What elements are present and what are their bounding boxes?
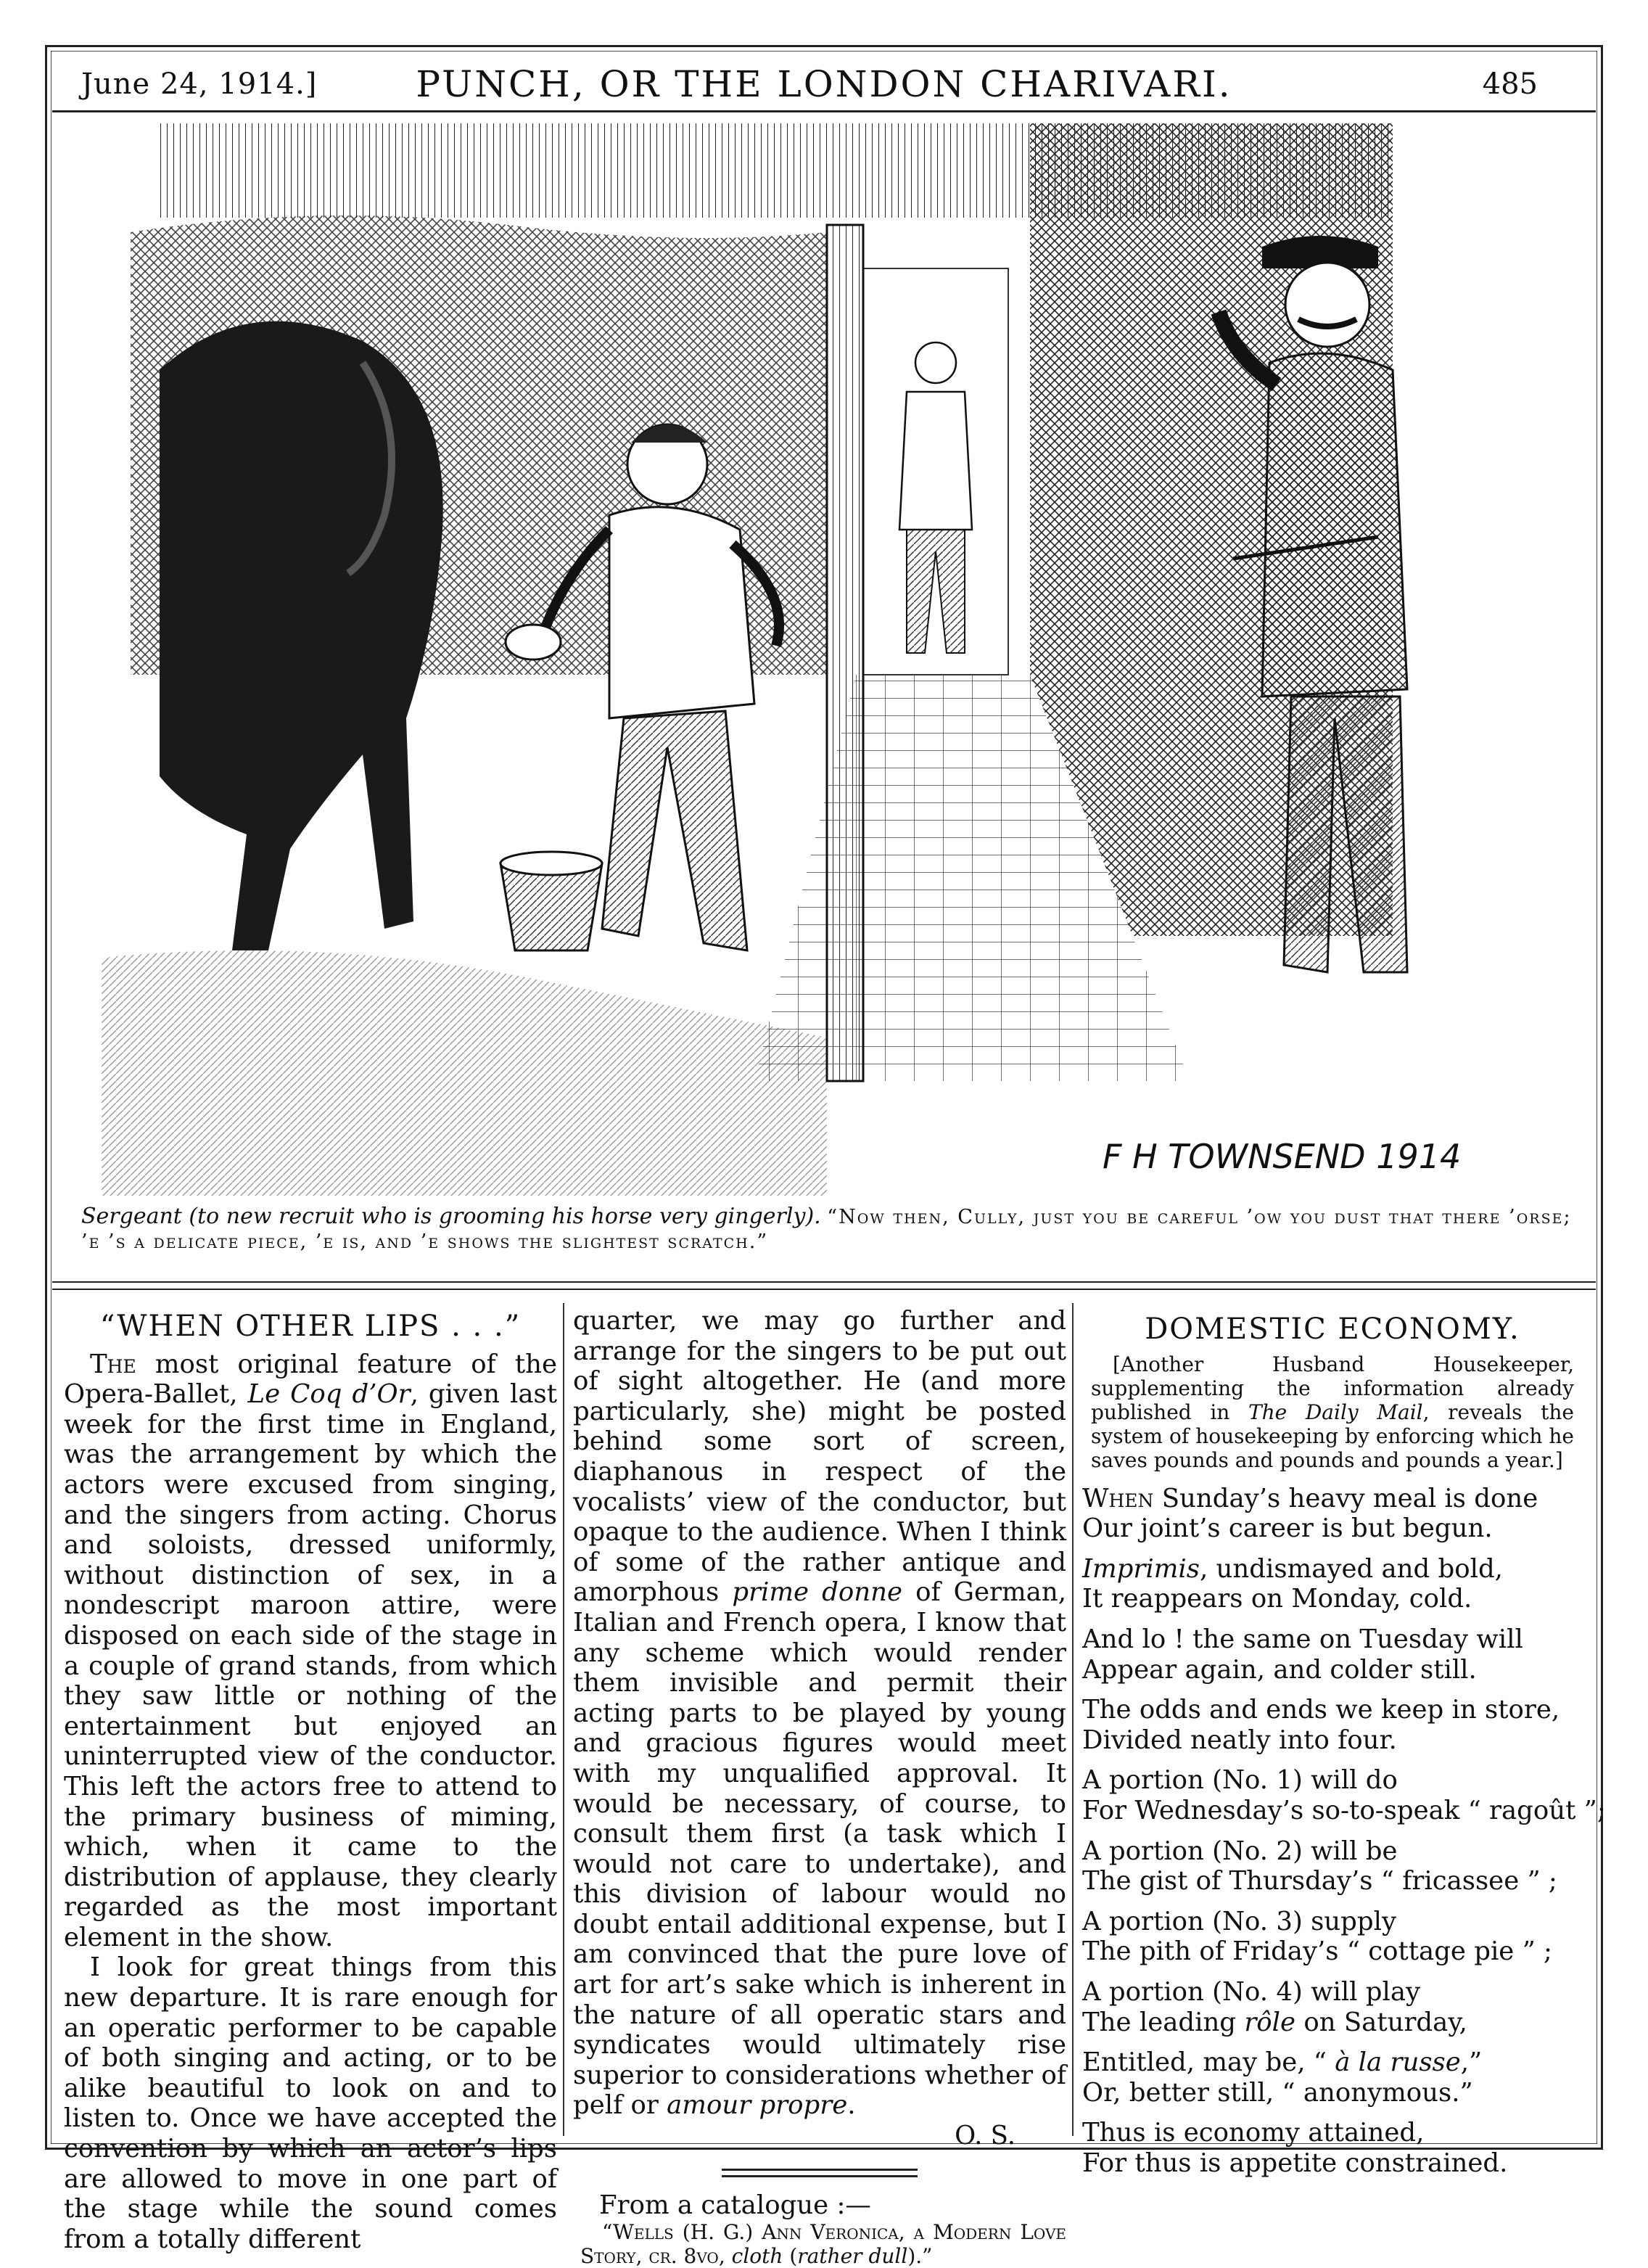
- poem-stanza-3: And lo ! the same on Tuesday will Appear again, and colder still.: [1082, 1624, 1523, 1685]
- caption-speech: “Now then, Cully, just you be careful ’ow you dust that there ’orse; ’e ’s a delicate piece, ’e is, and ’e shows the slightest scratch.”: [81, 1206, 1572, 1253]
- article1-signature-row: [573, 2121, 1066, 2151]
- poem-stanza-6: A portion (No. 2) will be The gist of Thursday’s “ fricassee ” ;: [1082, 1836, 1557, 1897]
- header-rule: [52, 110, 1596, 112]
- poem-stanza-10: Thus is economy attained, For thus is appetite constrained.: [1082, 2118, 1508, 2178]
- caption-rule-top: [52, 1281, 1596, 1283]
- poem-stanza-8: A portion (No. 4) will play The leading rôle on Saturday,: [1082, 1976, 1467, 2037]
- column-divider-2: [1072, 1303, 1074, 2136]
- catalogue-intro: From a catalogue :—: [599, 2190, 871, 2220]
- caption-speaker: Sergeant (to new recruit who is grooming his horse very gingerly).: [81, 1204, 821, 1229]
- article1-paragraph-2-continued: quarter, we may go further and arrange for the singers to be put out of sight altogether. He (and more particularly, she) might be posted behind some sort of screen, diaphanous in respect of the vocalists’ view of the conductor, but opaque to the audience. When I think of some of the rather antique and amorphous prime donne of German, Italian and French opera, I know that any scheme which would render them invisible and permit their acting parts to be played by young and gracious figures would meet with my unqualified approval. It would be necessary, of course, to consult them first (a task which I would not care to undertake), and this division of labour would no doubt entail additional expense, but I am convinced that the pure love of art for art’s sake which is inherent in the nature of all operatic stars and syndicates would ultimately rise superior to considerations whether of pelf or amour propre.: [573, 1306, 1066, 2121]
- poem-stanza-4: The odds and ends we keep in store, Divided neatly into four.: [1082, 1695, 1560, 1755]
- catalogue-entry: “Wells (H. G.) Ann Veronica, a Modern Love Story, cr. 8vo, cloth (rather dull).”: [580, 2220, 1066, 2268]
- stall-post: [827, 225, 863, 1081]
- straw-floor: [102, 950, 827, 1196]
- column-3: [1082, 1306, 1606, 2188]
- poem-stanza-7: A portion (No. 3) supply The pith of Friday’s “ cottage pie ” ;: [1082, 1906, 1552, 1967]
- article-title-when-other-lips: “WHEN OTHER LIPS . . .”: [99, 1310, 522, 1343]
- poem-editorial-note: [Another Husband Housekeeper, supplementing the information already published in The Daily Mail, reveals the system of housekeeping by enforcing which he saves pounds and pounds and pounds a year.]: [1091, 1352, 1574, 1472]
- horse-hindquarters: [160, 321, 443, 950]
- column-1: [64, 1306, 557, 2254]
- page-number: 485: [1482, 67, 1538, 101]
- artist-signature: F H TOWNSEND 1914: [1103, 1137, 1462, 1176]
- poem-stanza-1: When Sunday’s heavy meal is done Our joint’s career is but begun.: [1082, 1483, 1538, 1544]
- article1-paragraph-2: I look for great things from this new departure. It is rare enough for an operatic performer to be capable of both singing and acting, or to be alike beautiful to look on and to listen to. Once we have accepted the convention by which an actor’s lips are allowed to move in one part of the stage while the sound comes from a totally different: [64, 1952, 557, 2254]
- column-divider-1: [563, 1303, 564, 2136]
- masthead-title: PUNCH, OR THE LONDON CHARIVARI.: [416, 63, 1232, 105]
- issue-date: June 24, 1914.]: [81, 67, 318, 101]
- poem-stanza-2: Imprimis, undismayed and bold, It reappears on Monday, cold.: [1082, 1553, 1503, 1614]
- cartoon-caption: [81, 1204, 1575, 1254]
- poem-stanza-5: A portion (No. 1) will do For Wednesday’s so-to-speak “ ragoût ”;: [1082, 1765, 1606, 1825]
- section-divider: [722, 2169, 918, 2177]
- poem-stanza-9: Entitled, may be, “ à la russe,” Or, better still, “ anonymous.”: [1082, 2047, 1483, 2108]
- cartoon-illustration: [102, 123, 1552, 1196]
- article1-paragraph-1: The most original feature of the Opera-Ballet, Le Coq d’Or, given last week for the first time in England, was the arrangement by which the actors were excused from singing, and the singers from acting. Chorus and soloists, dressed uniformly, without distinction of sex, in a nondescript maroon attire, were disposed on each side of the stage in a couple of grand stands, from which they saw little or nothing of the entertainment but enjoyed an uninterrupted view of the conductor. This left the actors free to attend to the primary business of miming, which, when it came to the distribution of applause, they clearly regarded as the most important element in the show.: [64, 1349, 557, 1952]
- water-bucket: [500, 863, 602, 950]
- article1-signature: O. S.: [955, 2121, 1015, 2151]
- column-2: [573, 1306, 1066, 2268]
- caption-rule-bottom: [52, 1289, 1596, 1290]
- article-title-domestic-economy: DOMESTIC ECONOMY.: [1145, 1312, 1520, 1346]
